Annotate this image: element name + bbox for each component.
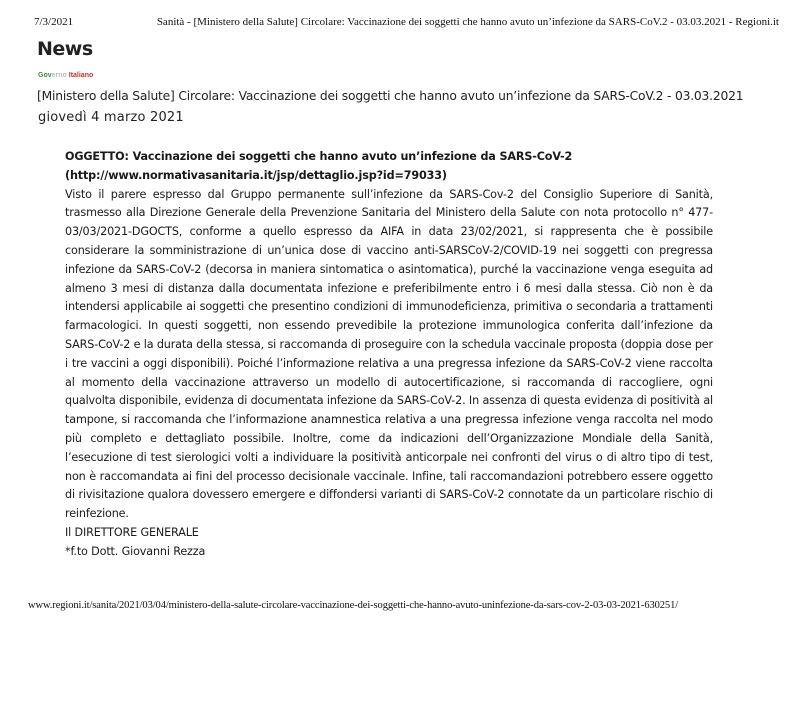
article-paragraph: Visto il parere espresso dal Gruppo permanente sull’infezione da SARS-Cov-2 del Consiglio Superiore di Sanità, trasmesso alla Direzione Generale della Prevenzione Sanitaria del Ministero della Salute con nota protocollo n° 477-03/03/2021-DGOCTS, conforme a quello espresso da AIFA in data 23/02/2021, si rappresenta che è possibile considerare la somministrazione di un’unica dose di vaccino anti-SARSCoV-2/COVID-19 nei soggetti con pregressa infezione da SARS-CoV-2 (decorsa in maniera sintomatica o asintomatica), purché la vaccinazione venga eseguita ad almeno 3 mesi di distanza dalla documentata infezione e preferibilmente entro i 6 mesi dalla stessa. Ciò non è da intendersi applicabile ai soggetti che presentino condizioni di immunodeficienza, primitiva o secondaria a trattamenti farmacologici. In questi soggetti, non essendo prevedibile la protezione immunologica conferita dall’infezione da SARS-CoV-2 e la durata della stessa, si raccomanda di proseguire con la schedula vaccinale proposta (doppia dose per i tre vaccini a oggi disponibili). Poiché l’informazione relativa a una pregressa infezione da SARS-CoV-2 viene raccolta al momento della vaccinazione attraverso un modello di autocertificazione, si raccomanda di raccogliere, ogni qualvolta disponibile, evidenza di documentata infezione da SARS-CoV-2. In assenza di questa evidenza di positività al tampone, si raccomanda che l’informazione anamnestica relativa a una pregressa infezione venga raccolta nel modo più completo e dettagliato possibile. Inoltre, come da indicazioni dell’Organizzazione Mondiale della Sanità, l’esecuzione di test sierologici volti a individuare la positività anticorpale nei confronti del virus o di altro tipo di test, non è raccomandata ai fini del processo decisionale vaccinale. Infine, tali raccomandazioni potrebbero essere oggetto di rivisitazione qualora dovessero emergere e diffondersi varianti di SARS-CoV-2 connotate da un particolare rischio di reinfezione. (65, 187, 713, 521)
print-date: 7/3/2021 (34, 16, 74, 28)
print-page-title: Sanità - [Ministero della Salute] Circolare: Vaccinazione dei soggetti che hanno avuto un’infezione da SARS-CoV.2 - 03.03.2021 - Regioni.it (156, 16, 779, 28)
article-subject: OGGETTO: Vaccinazione dei soggetti che hanno avuto un’infezione da SARS-CoV-2 (65, 150, 573, 163)
article-body (65, 148, 713, 562)
signature-title: Il DIRETTORE GENERALE (65, 525, 199, 539)
normativa-link[interactable]: (http://www.normativasanitaria.it/jsp/dettaglio.jsp?id=79033) (65, 168, 447, 182)
article-date: giovedì 4 marzo 2021 (38, 110, 184, 125)
governo-italiano-logo[interactable]: Governo Italiano (38, 72, 94, 79)
signature-name: *f.to Dott. Giovanni Rezza (65, 544, 206, 558)
print-footer-url: www.regioni.it/sanita/2021/03/04/ministero-della-salute-circolare-vaccinazione-dei-soggetti-che-hanno-avuto-uninfezione-da-sars-cov-2-03-03-2021-630251/ (28, 600, 679, 611)
article-title: [Ministero della Salute] Circolare: Vaccinazione dei soggetti che hanno avuto un’infezione da SARS-CoV.2 - 03.03.2021 (37, 89, 744, 103)
section-title: News (37, 38, 93, 60)
